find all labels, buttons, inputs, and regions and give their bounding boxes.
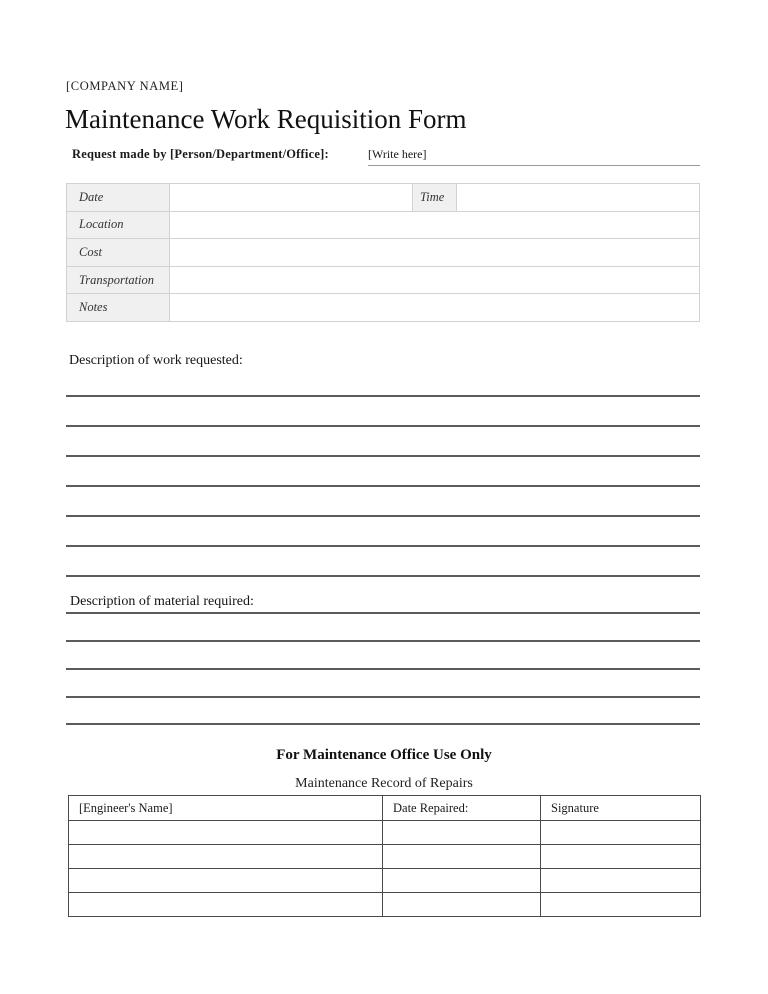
work-line-1[interactable] xyxy=(66,395,700,397)
table-row xyxy=(67,239,700,267)
repairs-record-subheading: Maintenance Record of Repairs xyxy=(295,776,473,791)
cell-engineer-name[interactable] xyxy=(69,821,383,845)
work-line-4[interactable] xyxy=(66,485,700,487)
cell-date-repaired[interactable] xyxy=(383,845,541,869)
cell-signature[interactable] xyxy=(541,869,701,893)
work-line-6[interactable] xyxy=(66,545,700,547)
cell-signature[interactable] xyxy=(541,845,701,869)
detail-value-cost[interactable] xyxy=(170,239,700,267)
detail-value-location[interactable] xyxy=(170,211,700,239)
detail-value-notes[interactable] xyxy=(170,294,700,322)
cell-signature[interactable] xyxy=(541,893,701,917)
detail-value-transportation[interactable] xyxy=(170,266,700,294)
table-row xyxy=(67,211,700,239)
table-row xyxy=(69,869,701,893)
material-line-1[interactable] xyxy=(66,612,700,614)
detail-label-transportation: Transportation xyxy=(67,266,170,294)
company-name: [COMPANY NAME] xyxy=(66,79,184,93)
detail-label-time: Time xyxy=(413,184,457,212)
request-made-by-input[interactable]: [Write here] xyxy=(368,147,700,166)
cell-engineer-name[interactable] xyxy=(69,893,383,917)
office-use-heading: For Maintenance Office Use Only xyxy=(276,747,492,763)
column-header-engineer-name: [Engineer's Name] xyxy=(69,796,383,821)
material-line-4[interactable] xyxy=(66,696,700,698)
material-line-2[interactable] xyxy=(66,640,700,642)
table-row xyxy=(69,893,701,917)
table-row xyxy=(69,845,701,869)
column-header-date-repaired: Date Repaired: xyxy=(383,796,541,821)
table-row xyxy=(69,821,701,845)
maintenance-repairs-table xyxy=(68,795,701,917)
detail-value-time[interactable] xyxy=(457,184,700,212)
cell-date-repaired[interactable] xyxy=(383,893,541,917)
detail-value-date[interactable] xyxy=(170,184,413,212)
table-row xyxy=(67,184,700,212)
material-line-5[interactable] xyxy=(66,723,700,725)
request-made-by-label: Request made by [Person/Department/Office]: xyxy=(72,147,329,161)
cell-engineer-name[interactable] xyxy=(69,869,383,893)
table-row xyxy=(67,294,700,322)
detail-label-cost: Cost xyxy=(67,239,170,267)
work-line-5[interactable] xyxy=(66,515,700,517)
work-line-2[interactable] xyxy=(66,425,700,427)
work-line-7[interactable] xyxy=(66,575,700,577)
request-made-by-row xyxy=(72,147,700,165)
cell-date-repaired[interactable] xyxy=(383,821,541,845)
column-header-signature: Signature xyxy=(541,796,701,821)
table-header-row xyxy=(69,796,701,821)
detail-label-location: Location xyxy=(67,211,170,239)
material-line-3[interactable] xyxy=(66,668,700,670)
cell-signature[interactable] xyxy=(541,821,701,845)
material-description-label: Description of material required: xyxy=(70,594,254,609)
work-line-3[interactable] xyxy=(66,455,700,457)
page-title: Maintenance Work Requisition Form xyxy=(65,104,467,134)
table-row xyxy=(67,266,700,294)
request-detail-table xyxy=(66,183,700,322)
detail-label-date: Date xyxy=(67,184,170,212)
cell-engineer-name[interactable] xyxy=(69,845,383,869)
cell-date-repaired[interactable] xyxy=(383,869,541,893)
work-description-label: Description of work requested: xyxy=(69,353,243,368)
detail-label-notes: Notes xyxy=(67,294,170,322)
